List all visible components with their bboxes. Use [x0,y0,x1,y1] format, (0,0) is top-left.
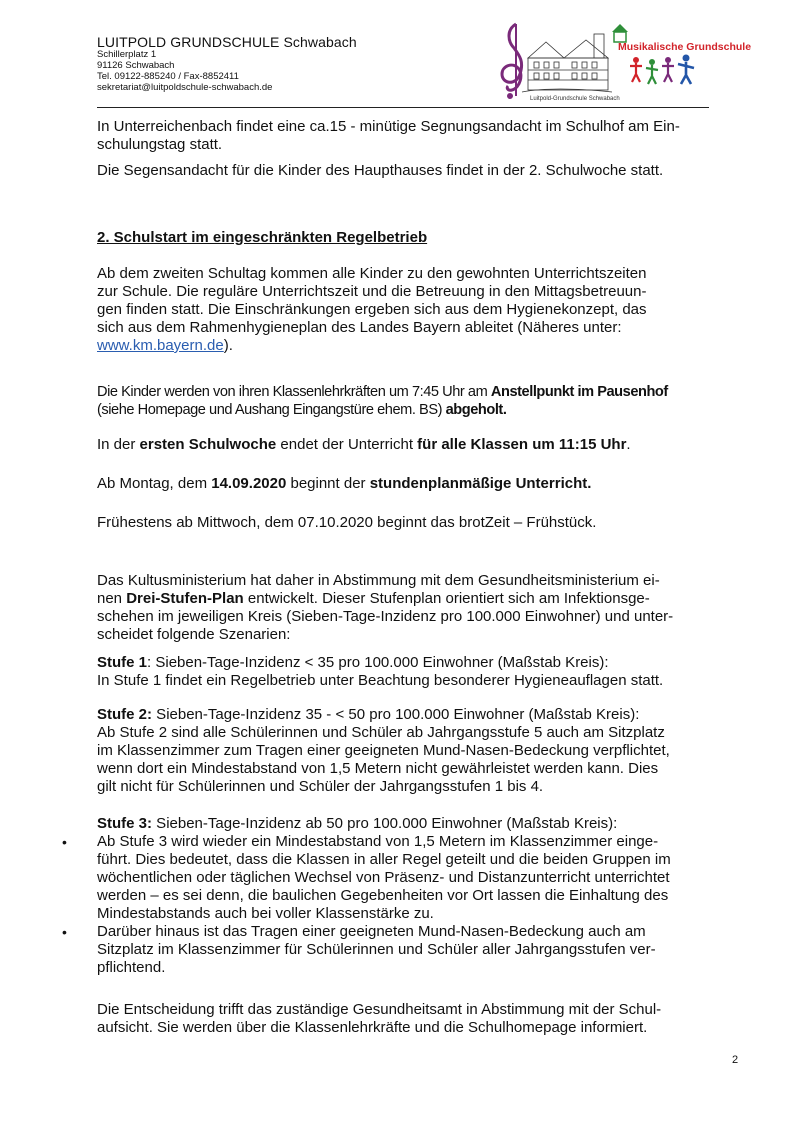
ministry-paragraph [97,572,709,644]
text-line: Die Entscheidung trifft das zuständige Gesundheitsamt in Abstimmung mit der Schul- [97,1001,662,1018]
section-heading-wrap [97,229,709,247]
closing-paragraph [97,1001,709,1037]
children-figures-icon [630,55,694,85]
stufe-label: Stufe 3: [97,815,153,832]
text-line: Darüber hinaus ist das Tragen einer geeigneten Mund-Nasen-Bedeckung auch am [97,923,646,940]
text-fragment: Sieben-Tage-Inzidenz ab 50 pro 100.000 Einwohner (Maßstab Kreis): [152,815,618,832]
page-number: 2 [732,1054,739,1066]
text-line [97,706,709,724]
text-fragment: : Sieben-Tage-Inzidenz < 35 pro 100.000 Einwohner (Maßstab Kreis): [147,654,609,671]
text-line: Das Kultusministerium hat daher in Abstimmung mit dem Gesundheitsministerium ei- [97,572,660,589]
text-fragment: ). [223,337,233,354]
text-line: Ab dem zweiten Schultag kommen alle Kinder zu den gewohnten Unterrichtszeiten [97,265,647,282]
text-line: In Stufe 1 findet ein Regelbetrieb unter Beachtung besonderer Hygieneauflagen statt. [97,672,664,689]
text-fragment: Sieben-Tage-Inzidenz 35 - < 50 pro 100.000 Einwohner (Maßstab Kreis): [152,706,640,723]
phone-fax: Tel. 09122-885240 / Fax-8852411 [97,71,239,82]
text-fragment: stundenplanmäßige Unterricht. [369,475,592,492]
text-line: wöchentlichen oder täglichen Wechsel von Präsenz- und Distanzunterricht unterrichtet [97,869,670,886]
pickup-location: Anstellpunkt im Pausenhof [490,384,668,400]
text-line: Sitzplatz im Klassenzimmer für Schülerinnen und Schüler aller Jahrgangsstufen ver- [97,941,656,958]
text-line: schehen im jeweiligen Kreis (Sieben-Tage-Inzidenz pro 100.000 Einwohner) und unter- [97,608,674,625]
schedule-start-paragraph [97,475,709,493]
school-name: LUITPOLD GRUNDSCHULE Schwabach [97,34,357,50]
house-icon [612,24,628,42]
pickup-paragraph [97,383,709,419]
breakfast-paragraph: Frühestens ab Mittwoch, dem 07.10.2020 beginnt das brotZeit – Frühstück. [97,514,597,531]
text-line: Mindestabstands auch bei voller Klassenstärke zu. [97,905,434,922]
bullet-marker: • [62,834,67,850]
intro-paragraph-2: Die Segensandacht für die Kinder des Haupthauses findet in der 2. Schulwoche statt. [97,162,664,179]
address-city: 91126 Schwabach [97,60,175,71]
text-line: Ab Stufe 2 sind alle Schülerinnen und Schüler ab Jahrgangsstufe 5 auch am Sitzplatz [97,724,665,741]
treble-clef-icon [502,24,522,99]
first-week-paragraph [97,436,709,454]
text-fragment: ersten Schulwoche [139,436,277,453]
text-line [97,337,709,355]
stufe-1-block [97,654,709,690]
school-logo [494,18,752,102]
text-line: sich aus dem Rahmenhygieneplan des Landes Bayern ableitet (Näheres unter: [97,319,622,336]
text-fragment: beginnt der [286,475,370,492]
text-line: führt. Dies bedeutet, dass die Klassen in aller Regel geteilt und die beiden Gruppen im [97,851,671,868]
text-fragment: Drei-Stufen-Plan [126,590,244,607]
text-line: In Unterreichenbach findet eine ca.15 - minütige Segnungsandacht im Schulhof am Ein- [97,118,680,135]
text-line [97,815,709,833]
intro-paragraph-1 [97,118,709,154]
school-building-icon [522,34,612,92]
text-line [97,401,709,419]
header-divider [97,107,709,108]
logo-title: Musikalische Grundschule [618,41,752,53]
text-line: im Klassenzimmer zum Tragen einer geeigneten Mund-Nasen-Bedeckung verpflichtet, [97,742,670,759]
text-line: pflichtend. [97,959,166,976]
stufe-3-block [97,815,709,977]
text-fragment: Die Kinder werden von ihren Klassenlehrkräften um 7:45 Uhr am [97,384,491,400]
text-fragment: Ab Montag, dem [97,475,212,492]
email-address: sekretariat@luitpoldschule-schwabach.de [97,82,273,93]
text-fragment: . [626,436,631,453]
bullet-marker: • [62,924,67,940]
text-fragment: endet der Unterricht [276,436,418,453]
text-line: werden – es sei denn, die baulichen Gegebenheiten vor Ort lassen die Einhaltung des [97,887,669,904]
text-fragment: entwickelt. Dieser Stufenplan orientiert sich am Infektionsge- [243,590,650,607]
text-line [97,383,709,401]
start-date: 14.09.2020 [211,475,287,492]
text-line: Ab Stufe 3 wird wieder ein Mindestabstand von 1,5 Metern im Klassenzimmer einge- [97,833,659,850]
section-paragraph-1 [97,265,709,355]
text-line: gilt nicht für Schülerinnen und Schüler der Jahrgangsstufen 1 bis 4. [97,778,544,795]
stufe-2-block [97,706,709,796]
stufe-label: Stufe 2: [97,706,153,723]
stufe-label: Stufe 1 [97,654,148,671]
section-heading: 2. Schulstart im eingeschränkten Regelbetrieb [97,229,428,246]
text-fragment: (siehe Homepage und Aushang Eingangstüre ehem. BS) [97,402,446,418]
text-fragment: nen [97,590,127,607]
text-line: wenn dort ein Mindestabstand von 1,5 Metern nicht gewährleistet werden kann. Dies [97,760,659,777]
text-line [97,590,709,608]
text-line: gen finden statt. Die Einschränkungen ergeben sich aus dem Hygienekonzept, das [97,301,647,318]
text-line: zur Schule. Die reguläre Unterrichtszeit und die Betreuung in den Mittagsbetreuun- [97,283,647,300]
text-line [97,654,709,672]
logo-caption: Luitpold-Grundschule Schwabach [530,96,620,102]
address-street: Schillerplatz 1 [97,49,157,60]
text-fragment: für alle Klassen um 11:15 Uhr [417,436,627,453]
text-line: schulungstag statt. [97,136,223,153]
text-fragment: abgeholt. [445,402,507,418]
text-fragment: In der [97,436,140,453]
text-line: aufsicht. Sie werden über die Klassenlehrkräfte und die Schulhomepage informiert. [97,1019,648,1036]
text-line: scheidet folgende Szenarien: [97,626,291,643]
km-bayern-link[interactable]: www.km.bayern.de [97,337,224,354]
